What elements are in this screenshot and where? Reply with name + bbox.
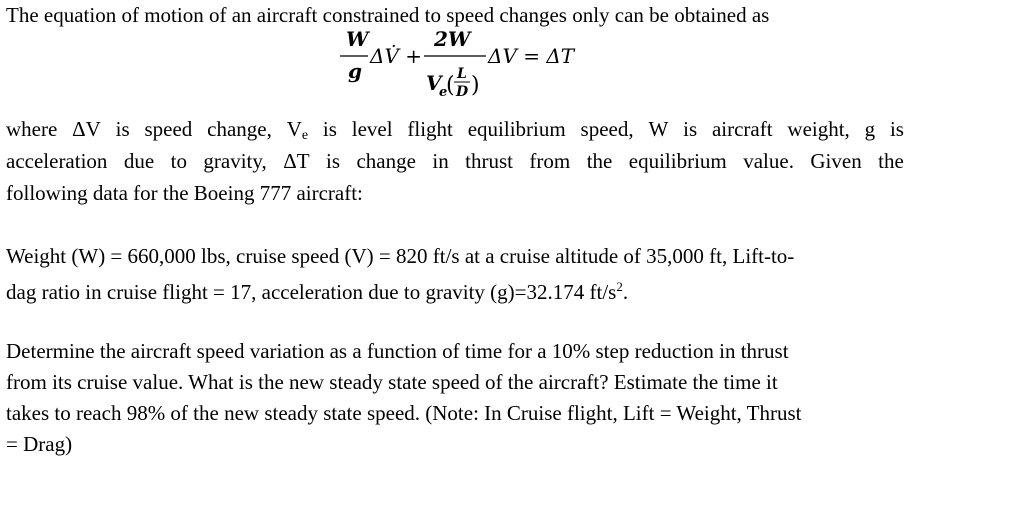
data-line-2-text: dag ratio in cruise flight = 17, acceleration due to gravity (g)=32.174 ft/s (6, 280, 617, 304)
task-line-2: from its cruise value. What is the new steady state speed of the aircraft? Estimate the time it (6, 370, 778, 394)
word: equilibrium (467, 117, 566, 141)
word: is (683, 117, 698, 141)
eq-frac2-den-l: L (457, 66, 467, 82)
word: value. (743, 149, 794, 173)
word: weight, (787, 117, 850, 141)
eq-frac1-numerator: W (346, 27, 369, 51)
word: speed (144, 117, 193, 141)
where-line-3: following data for the Boeing 777 aircraft: (6, 181, 363, 205)
word: flight (407, 117, 453, 141)
word: ΔV (72, 117, 101, 141)
word: is (326, 149, 341, 173)
eq-open-paren: ( (446, 73, 455, 98)
where-line-1 (6, 116, 904, 149)
data-line-2-sup: 2 (616, 279, 623, 294)
word: in (432, 149, 449, 173)
eq-frac2-den-v: V (426, 71, 442, 95)
word: is (115, 117, 130, 141)
word: from (529, 149, 571, 173)
word: change, (207, 117, 272, 141)
word: ΔT (283, 149, 310, 173)
word: W (648, 117, 669, 141)
word: g (864, 117, 876, 141)
word: the (878, 149, 904, 173)
task-line-3: takes to reach 98% of the new steady state speed. (Note: In Cruise flight, Lift = Weight, Thrust (6, 401, 802, 425)
task-line-4: = Drag) (6, 432, 73, 456)
where-line-2 (6, 148, 904, 174)
word: aircraft (711, 117, 773, 141)
eq-frac2-den-d: D (456, 84, 469, 100)
data-line-1: Weight (W) = 660,000 lbs, cruise speed (V) = 820 ft/s at a cruise altitude of 35,000 ft, Lift-to- (6, 244, 795, 268)
word: $V_e$ (286, 117, 309, 143)
word: is (889, 117, 904, 141)
word: change (356, 149, 416, 173)
word: acceleration (6, 149, 108, 173)
word: the (586, 149, 613, 173)
intro-text: The equation of motion of an aircraft constrained to speed changes only can be obtained as (6, 3, 770, 27)
word: due (123, 149, 155, 173)
data-line-2 (6, 274, 628, 305)
word: gravity, (203, 149, 267, 173)
word: is (322, 117, 337, 141)
eq-close-paren: ) (471, 73, 480, 98)
word: where (6, 117, 58, 141)
word: speed, (580, 117, 634, 141)
eq-frac2-numerator: 2W (434, 27, 471, 51)
task-line-1: Determine the aircraft speed variation as a function of time for a 10% step reduction in thrust (6, 339, 789, 363)
eq-frac1-denominator: g (348, 59, 362, 83)
eq-frac2-den-sub: e (439, 85, 448, 100)
eq-term1: ΔV̇ + (370, 44, 423, 68)
word: level (351, 117, 393, 141)
subscript: e (301, 128, 309, 143)
word: Given (810, 149, 862, 173)
data-line-2-end: . (622, 280, 629, 304)
eq-term2: ΔV = ΔT (488, 44, 575, 68)
equation-of-motion (336, 26, 636, 106)
word: thrust (465, 149, 513, 173)
word: equilibrium (628, 149, 727, 173)
word: to (170, 149, 187, 173)
